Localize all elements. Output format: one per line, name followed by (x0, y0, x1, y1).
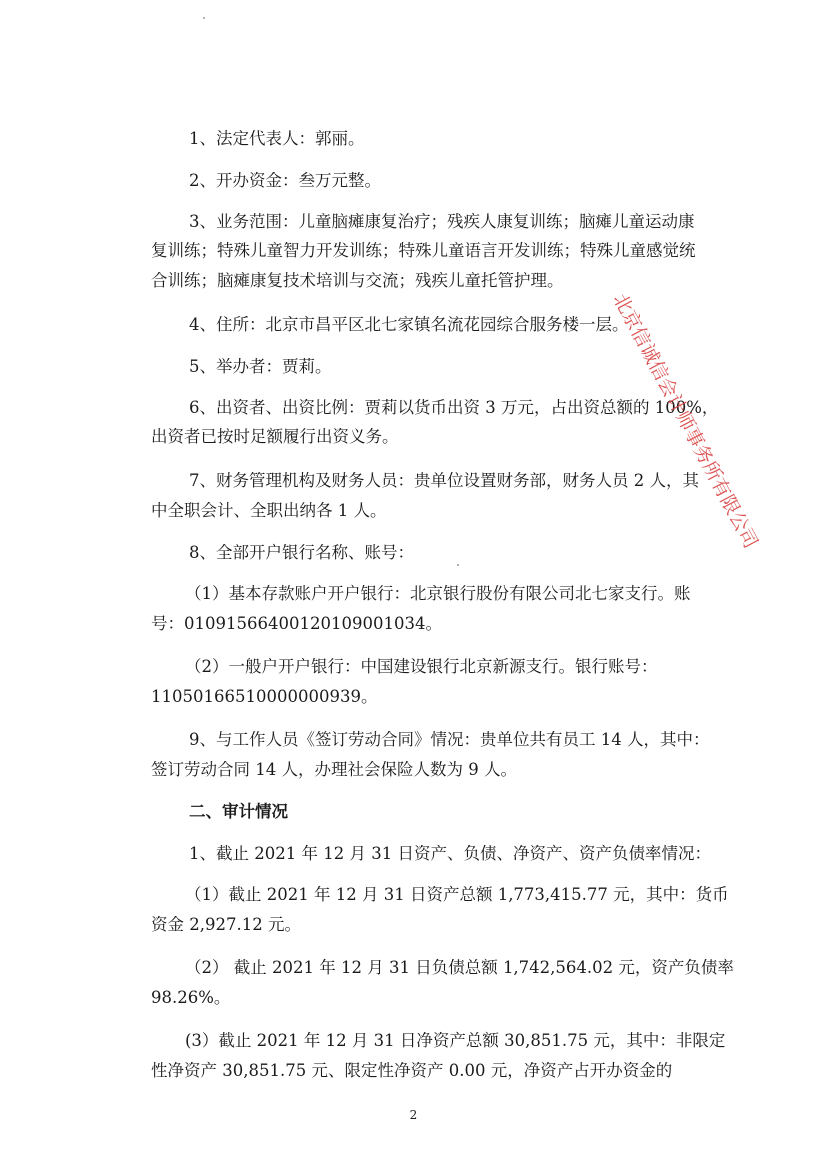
line-business-scope-3: 合训练；脑瘫康复技术培训与交流；残疾儿童托管护理。 (151, 271, 564, 290)
line-finance-staff-1: 7、财务管理机构及财务人员：贵单位设置财务部，财务人员 2 人，其 (189, 471, 699, 490)
section-heading-audit: 二、审计情况 (189, 802, 288, 821)
scan-speck (203, 17, 205, 19)
line-general-account-2: 11050166510000000939。 (151, 687, 378, 706)
company-seal-stamp (575, 290, 762, 553)
line-bank-accounts: 8、全部开户银行名称、账号： (189, 543, 414, 562)
line-sponsor: 5、举办者：贾莉。 (189, 357, 332, 376)
line-total-liabilities-2: 98.26%。 (151, 988, 231, 1007)
stamp-text: 北京信诚信会计师事务所有限公司 (608, 290, 762, 553)
line-start-capital: 2、开办资金：叁万元整。 (189, 171, 381, 190)
line-business-scope-1: 3、业务范围：儿童脑瘫康复治疗；残疾人康复训练；脑瘫儿童运动康 (189, 212, 695, 231)
line-basic-account-2: 号：01091566400120109001034。 (151, 614, 442, 633)
line-investor-1: 6、出资者、出资比例：贾莉以货币出资 3 万元，占出资总额的 100%， (189, 398, 719, 417)
line-labor-contract-1: 9、与工作人员《签订劳动合同》情况：贵单位共有员工 14 人，其中： (189, 730, 710, 749)
line-net-assets-2: 性净资产 30,851.75 元、限定性净资产 0.00 元，净资产占开办资金的 (151, 1061, 673, 1080)
line-general-account-1: （2）一般户开户银行：中国建设银行北京新源支行。银行账号： (185, 657, 658, 676)
page-number: 2 (409, 1108, 418, 1122)
line-total-assets-1: （1）截止 2021 年 12 月 31 日资产总额 1,773,415.77 元，其中：货币 (185, 885, 729, 904)
line-basic-account-1: （1）基本存款账户开户银行：北京银行股份有限公司北七家支行。账 (185, 584, 691, 603)
line-address: 4、住所：北京市昌平区北七家镇名流花园综合服务楼一层。 (189, 315, 629, 334)
line-finance-staff-2: 中全职会计、全职出纳各 1 人。 (151, 501, 387, 520)
line-investor-2: 出资者已按时足额履行出资义务。 (151, 427, 399, 446)
line-legal-representative: 1、法定代表人：郭丽。 (189, 129, 365, 148)
line-labor-contract-2: 签订劳动合同 14 人，办理社会保险人数为 9 人。 (151, 760, 517, 779)
line-audit-summary: 1、截止 2021 年 12 月 31 日资产、负债、净资产、资产负债率情况： (189, 844, 711, 863)
line-net-assets-1: (3）截止 2021 年 12 月 31 日净资产总额 30,851.75 元，其中：非限定 (185, 1031, 726, 1050)
line-business-scope-2: 复训练；特殊儿童智力开发训练；特殊儿童语言开发训练；特殊儿童感觉统 (151, 241, 696, 260)
line-total-liabilities-1: （2） 截止 2021 年 12 月 31 日负债总额 1,742,564.02 元，资产负债率 (185, 958, 734, 977)
scan-speck (457, 564, 459, 566)
line-total-assets-2: 资金 2,927.12 元。 (151, 915, 301, 934)
